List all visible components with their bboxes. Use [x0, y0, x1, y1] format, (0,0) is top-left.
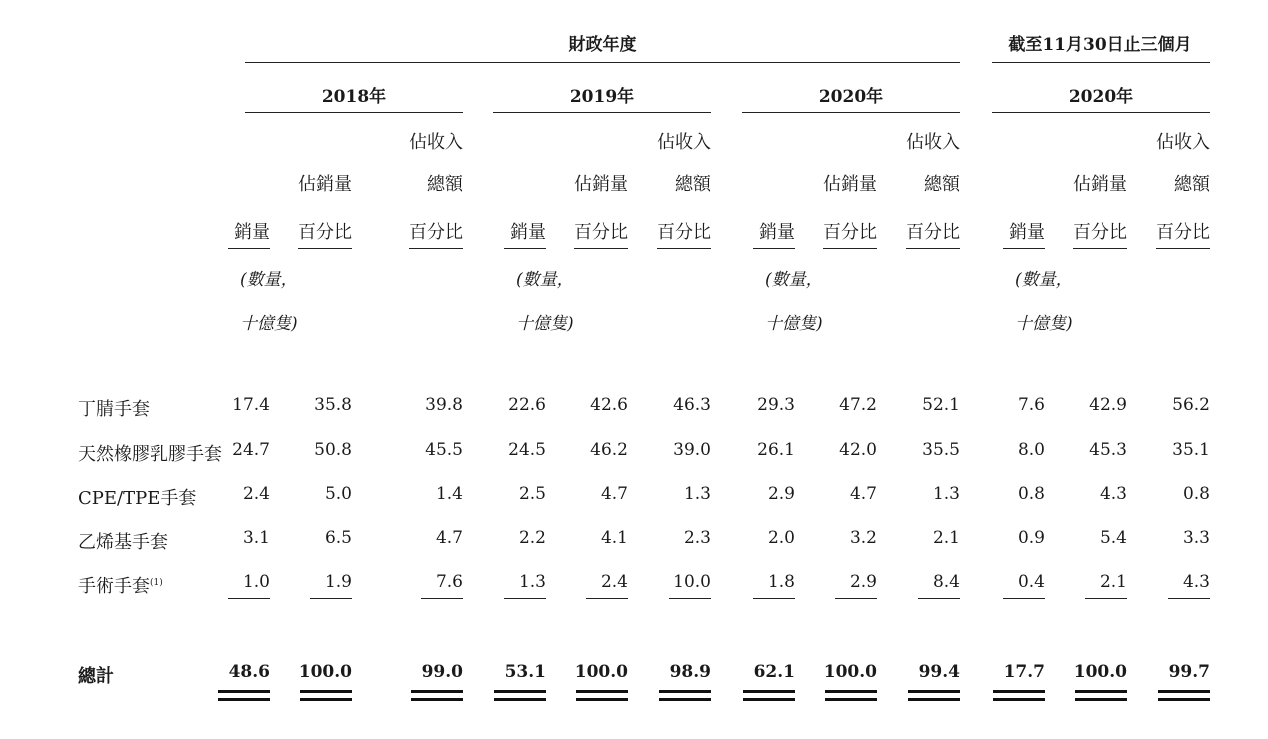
- double-rule-top: [1158, 690, 1210, 693]
- pct-rev-header-2: 總額: [924, 174, 960, 195]
- table-cell: 2.1: [1099, 572, 1127, 592]
- table-cell: 26.1: [757, 440, 795, 460]
- pct-sales-underline: [823, 248, 877, 249]
- pct-sales-header-2: 百分比: [574, 222, 628, 243]
- unit-label-1: (數量，: [765, 270, 823, 290]
- pct-rev-header-3: 百分比: [906, 222, 960, 243]
- table-cell: 1.3: [518, 572, 546, 592]
- double-rule-top: [411, 690, 463, 693]
- period-2018: 2018年: [321, 87, 387, 107]
- pct-sales-header-2: 百分比: [1073, 222, 1127, 243]
- table-cell: 0.8: [1182, 484, 1210, 504]
- table-cell: 17.4: [232, 395, 270, 415]
- pct-sales-header-2: 百分比: [823, 222, 877, 243]
- table-cell: 7.6: [1017, 395, 1045, 415]
- row-label-surgical: [78, 572, 163, 598]
- table-cell: 1.9: [324, 572, 352, 592]
- row-label-latex: 天然橡膠乳膠手套: [78, 444, 222, 465]
- three-months-rule: [992, 62, 1210, 63]
- table-cell: 2.0: [767, 528, 795, 548]
- double-rule-top: [300, 690, 352, 693]
- table-cell: 5.4: [1099, 528, 1127, 548]
- period-rule-2020: [742, 112, 960, 113]
- volume-header: 銷量: [1009, 222, 1045, 243]
- total-cell: 98.9: [669, 662, 711, 682]
- table-cell: 46.2: [590, 440, 628, 460]
- table-cell: 24.5: [508, 440, 546, 460]
- table-cell: 1.8: [767, 572, 795, 592]
- subtotal-rule: [421, 598, 463, 599]
- table-cell: 2.9: [849, 572, 877, 592]
- subtotal-rule: [310, 598, 352, 599]
- table-cell: 42.9: [1089, 395, 1127, 415]
- unit-label-1: (數量，: [1015, 270, 1073, 290]
- pct-rev-underline: [657, 248, 711, 249]
- table-cell: 24.7: [232, 440, 270, 460]
- pct-rev-header-3: 百分比: [1156, 222, 1210, 243]
- pct-sales-header-1: 佔銷量: [298, 174, 352, 195]
- table-cell: 39.8: [425, 395, 463, 415]
- volume-header-underline: [228, 248, 270, 249]
- table-cell: 2.9: [767, 484, 795, 504]
- subtotal-rule: [1085, 598, 1127, 599]
- total-cell: 53.1: [504, 662, 546, 682]
- pct-rev-underline: [1156, 248, 1210, 249]
- pct-rev-header-2: 總額: [1174, 174, 1210, 195]
- double-rule-bottom: [411, 698, 463, 701]
- unit-label-2: 十億隻): [516, 314, 574, 334]
- volume-header: 銷量: [234, 222, 270, 243]
- table-cell: 2.4: [242, 484, 270, 504]
- total-cell: 62.1: [753, 662, 795, 682]
- table-cell: 1.3: [683, 484, 711, 504]
- total-cell: 48.6: [228, 662, 270, 682]
- double-rule-top: [218, 690, 270, 693]
- double-rule-top: [993, 690, 1045, 693]
- table-cell: 4.7: [435, 528, 463, 548]
- table-cell: 45.5: [425, 440, 463, 460]
- table-cell: 47.2: [839, 395, 877, 415]
- pct-rev-header-1: 佔收入: [906, 132, 960, 153]
- table-cell: 3.3: [1182, 528, 1210, 548]
- table-cell: 0.4: [1017, 572, 1045, 592]
- table-cell: 22.6: [508, 395, 546, 415]
- double-rule-top: [494, 690, 546, 693]
- double-rule-top: [576, 690, 628, 693]
- subtotal-rule: [669, 598, 711, 599]
- table-cell: 1.4: [435, 484, 463, 504]
- three-months-header: 截至11月30日止三個月: [1008, 35, 1192, 55]
- pct-rev-header-1: 佔收入: [657, 132, 711, 153]
- total-cell: 99.0: [421, 662, 463, 682]
- table-cell: 2.3: [683, 528, 711, 548]
- double-rule-top: [1075, 690, 1127, 693]
- volume-header-underline: [504, 248, 546, 249]
- total-cell: 100.0: [574, 662, 628, 682]
- surgical-label-text: 手術手套: [78, 576, 150, 597]
- table-cell: 1.3: [932, 484, 960, 504]
- pct-sales-header-2: 百分比: [298, 222, 352, 243]
- double-rule-bottom: [825, 698, 877, 701]
- pct-rev-header-2: 總額: [427, 174, 463, 195]
- table-cell: 45.3: [1089, 440, 1127, 460]
- table-cell: 35.8: [314, 395, 352, 415]
- pct-sales-underline: [1073, 248, 1127, 249]
- unit-label-2: 十億隻): [240, 314, 298, 334]
- double-rule-top: [825, 690, 877, 693]
- table-cell: 56.2: [1172, 395, 1210, 415]
- double-rule-top: [659, 690, 711, 693]
- table-cell: 0.8: [1017, 484, 1045, 504]
- period-2020-3m: 2020年: [1068, 87, 1134, 107]
- volume-header: 銷量: [759, 222, 795, 243]
- total-cell: 100.0: [298, 662, 352, 682]
- table-cell: 4.3: [1099, 484, 1127, 504]
- double-rule-top: [908, 690, 960, 693]
- double-rule-bottom: [993, 698, 1045, 701]
- table-cell: 1.0: [242, 572, 270, 592]
- subtotal-rule: [1168, 598, 1210, 599]
- volume-header-underline: [753, 248, 795, 249]
- subtotal-rule: [835, 598, 877, 599]
- footnote-marker: (1): [150, 578, 163, 588]
- table-cell: 5.0: [324, 484, 352, 504]
- double-rule-bottom: [908, 698, 960, 701]
- double-rule-bottom: [743, 698, 795, 701]
- subtotal-rule: [1003, 598, 1045, 599]
- period-2019: 2019年: [569, 87, 635, 107]
- double-rule-bottom: [659, 698, 711, 701]
- table-cell: 52.1: [922, 395, 960, 415]
- table-cell: 8.4: [932, 572, 960, 592]
- pct-sales-header-1: 佔銷量: [1073, 174, 1127, 195]
- table-cell: 42.0: [839, 440, 877, 460]
- row-label-nitrile: 丁腈手套: [78, 399, 150, 420]
- unit-label-2: 十億隻): [765, 314, 823, 334]
- table-cell: 6.5: [324, 528, 352, 548]
- double-rule-bottom: [494, 698, 546, 701]
- table-cell: 3.2: [849, 528, 877, 548]
- table-cell: 2.5: [518, 484, 546, 504]
- table-cell: 4.7: [849, 484, 877, 504]
- fiscal-year-header: 財政年度: [568, 35, 637, 55]
- total-cell: 100.0: [1073, 662, 1127, 682]
- unit-label-1: (數量，: [516, 270, 574, 290]
- period-rule-2020-3m: [992, 112, 1210, 113]
- total-cell: 99.7: [1168, 662, 1210, 682]
- unit-label-2: 十億隻): [1015, 314, 1073, 334]
- subtotal-rule: [228, 598, 270, 599]
- table-cell: 4.1: [600, 528, 628, 548]
- pct-sales-header-1: 佔銷量: [574, 174, 628, 195]
- total-cell: 99.4: [918, 662, 960, 682]
- table-cell: 2.2: [518, 528, 546, 548]
- table-cell: 10.0: [673, 572, 711, 592]
- table-cell: 29.3: [757, 395, 795, 415]
- total-cell: 17.7: [1003, 662, 1045, 682]
- table-cell: 46.3: [673, 395, 711, 415]
- pct-rev-header-3: 百分比: [657, 222, 711, 243]
- table-cell: 35.1: [1172, 440, 1210, 460]
- table-cell: 0.9: [1017, 528, 1045, 548]
- pct-rev-underline: [409, 248, 463, 249]
- pct-sales-underline: [574, 248, 628, 249]
- total-cell: 100.0: [823, 662, 877, 682]
- double-rule-bottom: [1158, 698, 1210, 701]
- table-cell: 4.3: [1182, 572, 1210, 592]
- table-cell: 2.4: [600, 572, 628, 592]
- volume-header-underline: [1003, 248, 1045, 249]
- fiscal-year-rule: [245, 62, 960, 63]
- double-rule-bottom: [300, 698, 352, 701]
- double-rule-bottom: [576, 698, 628, 701]
- table-cell: 39.0: [673, 440, 711, 460]
- pct-rev-header-1: 佔收入: [1156, 132, 1210, 153]
- subtotal-rule: [918, 598, 960, 599]
- table-cell: 50.8: [314, 440, 352, 460]
- pct-rev-header-3: 百分比: [409, 222, 463, 243]
- double-rule-top: [743, 690, 795, 693]
- subtotal-rule: [504, 598, 546, 599]
- table-cell: 4.7: [600, 484, 628, 504]
- volume-header: 銷量: [510, 222, 546, 243]
- pct-rev-header-1: 佔收入: [409, 132, 463, 153]
- period-rule-2019: [493, 112, 711, 113]
- table-cell: 2.1: [932, 528, 960, 548]
- unit-label-1: (數量，: [240, 270, 298, 290]
- period-rule-2018: [245, 112, 463, 113]
- pct-sales-header-1: 佔銷量: [823, 174, 877, 195]
- table-cell: 42.6: [590, 395, 628, 415]
- row-label-cpe-tpe: CPE/TPE手套: [78, 488, 197, 509]
- double-rule-bottom: [1075, 698, 1127, 701]
- table-cell: 35.5: [922, 440, 960, 460]
- table-cell: 7.6: [435, 572, 463, 592]
- row-label-vinyl: 乙烯基手套: [78, 532, 168, 553]
- table-cell: 8.0: [1017, 440, 1045, 460]
- pct-sales-underline: [298, 248, 352, 249]
- double-rule-bottom: [218, 698, 270, 701]
- pct-rev-header-2: 總額: [675, 174, 711, 195]
- subtotal-rule: [753, 598, 795, 599]
- period-2020: 2020年: [818, 87, 884, 107]
- table-cell: 3.1: [242, 528, 270, 548]
- row-label-total: 總計: [78, 666, 114, 687]
- subtotal-rule: [586, 598, 628, 599]
- pct-rev-underline: [906, 248, 960, 249]
